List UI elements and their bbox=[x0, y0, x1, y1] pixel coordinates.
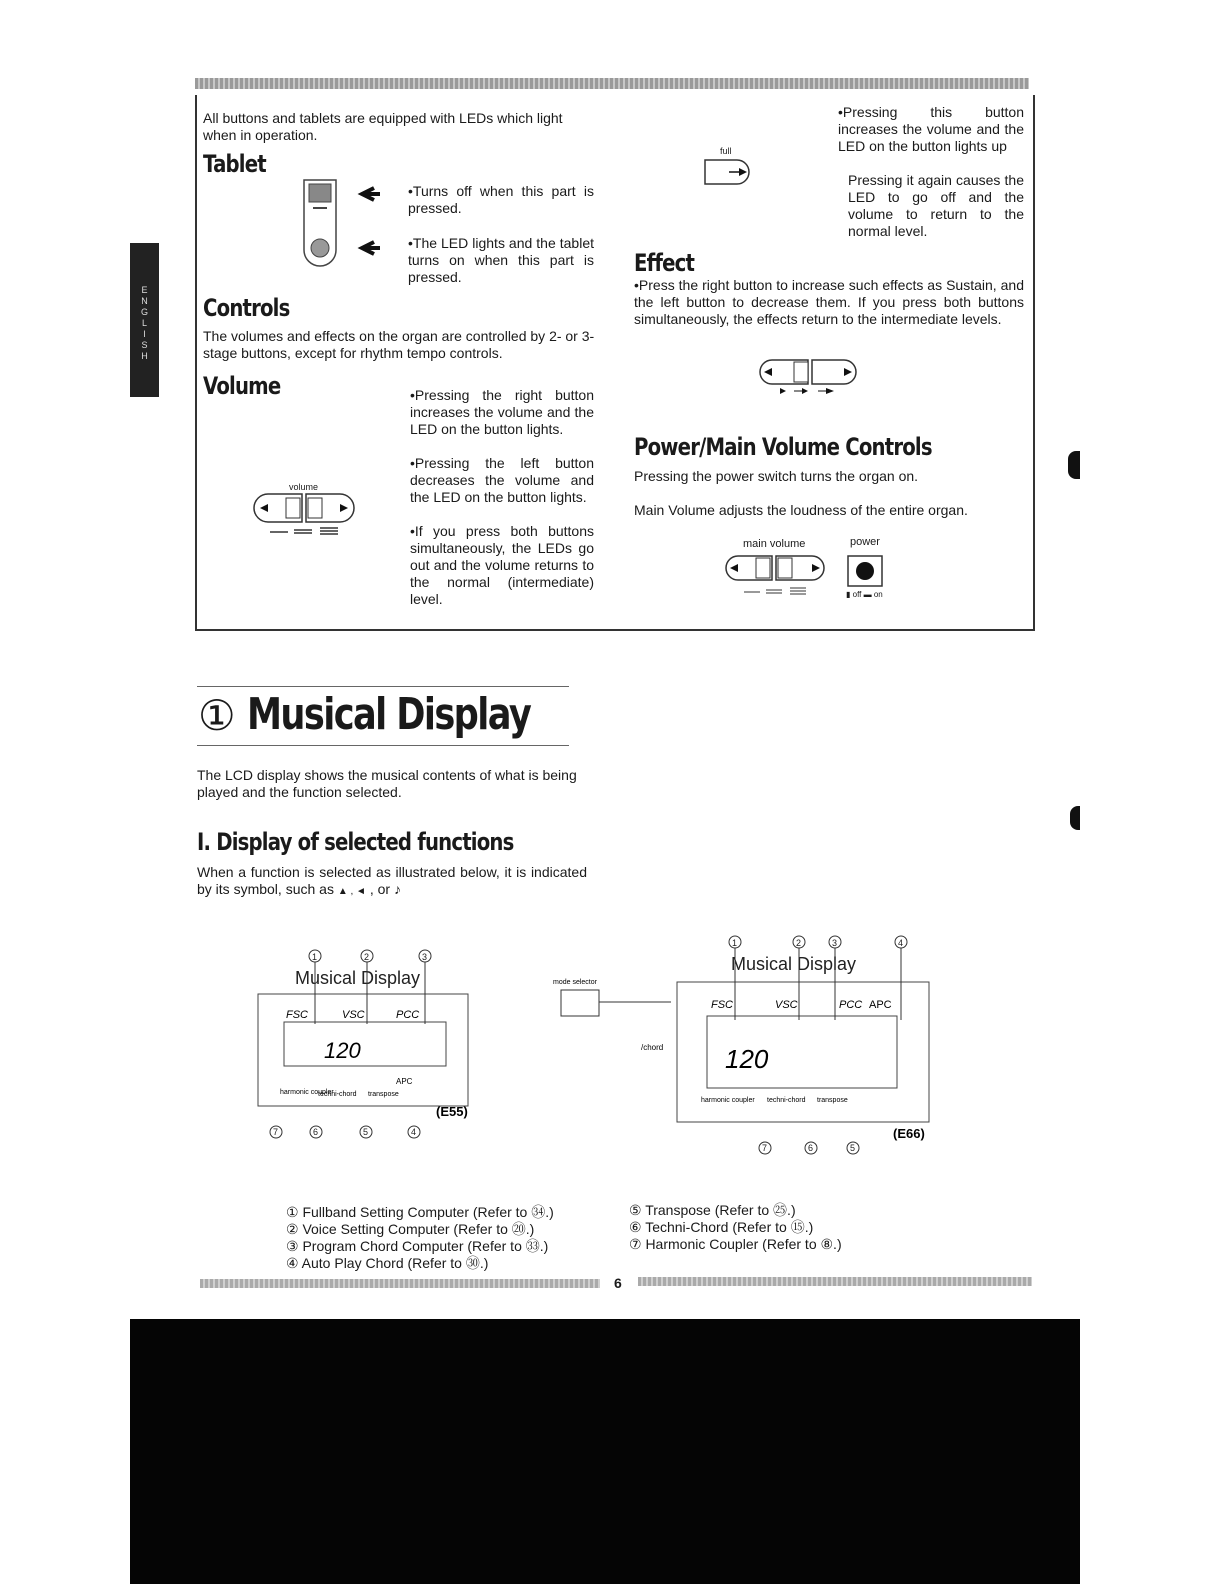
svg-text:3: 3 bbox=[422, 952, 428, 962]
e55-tempo: 120 bbox=[324, 1038, 361, 1063]
musical-display-title: Musical Display bbox=[247, 689, 531, 740]
e66-chord: /chord bbox=[641, 1043, 664, 1052]
e55-apc: APC bbox=[396, 1077, 413, 1086]
e66-fsc: FSC bbox=[711, 999, 733, 1011]
top-rule bbox=[195, 78, 1029, 89]
effect-button-illustration bbox=[758, 358, 862, 398]
e66-label: (E66) bbox=[893, 1126, 925, 1141]
e55-fsc: FSC bbox=[286, 1009, 308, 1021]
e66-apc: APC bbox=[869, 999, 892, 1011]
svg-text:6: 6 bbox=[808, 1143, 814, 1153]
full-label: full bbox=[720, 146, 732, 156]
legend-item: ⑤ Transpose (Refer to ㉕.) bbox=[629, 1202, 796, 1218]
legend-right bbox=[629, 1202, 949, 1253]
bottom-rule-left bbox=[200, 1279, 600, 1288]
e55-techni: techni-chord bbox=[318, 1091, 357, 1098]
page-number: 6 bbox=[614, 1275, 622, 1291]
musical-display-text: The LCD display shows the musical contents of what is being played and the function selected. bbox=[197, 767, 577, 800]
svg-text:5: 5 bbox=[850, 1143, 856, 1153]
title-rule-bottom bbox=[197, 745, 569, 746]
legend-item: ② Voice Setting Computer (Refer to ⑳.) bbox=[286, 1221, 535, 1237]
e66-techni: techni-chord bbox=[767, 1097, 806, 1104]
e66-vsc: VSC bbox=[775, 999, 798, 1011]
volume-bullet-both: •If you press both buttons simultaneously, the LEDs go out and the volume returns to the normal (intermediate) level. bbox=[410, 523, 594, 607]
section1-text: When a function is selected as illustrated below, it is indicated by its symbol, such as ▲ , ◄ , or ♪ bbox=[197, 864, 587, 897]
power-label: power bbox=[850, 536, 880, 548]
e66-harmonic: harmonic coupler bbox=[701, 1097, 755, 1104]
legend-item: ⑦ Harmonic Coupler (Refer to ⑧.) bbox=[629, 1236, 842, 1252]
title-rule-top bbox=[197, 686, 569, 687]
power-text-2: Main Volume adjusts the loudness of the entire organ. bbox=[634, 502, 968, 518]
intro-text: All buttons and tablets are equipped with LEDs which light when in operation. bbox=[203, 110, 563, 143]
full-button-illustration bbox=[703, 158, 755, 186]
volume-heading: Volume bbox=[203, 372, 281, 400]
power-heading: Power/Main Volume Controls bbox=[634, 433, 932, 461]
e55-harmonic: harmonic coupler bbox=[280, 1089, 334, 1096]
diagram-e66 bbox=[553, 932, 938, 1157]
scan-black-area bbox=[130, 1319, 1080, 1584]
volume-button-illustration bbox=[250, 492, 360, 538]
tablet-heading: Tablet bbox=[203, 150, 266, 178]
side-tab-letter: N bbox=[141, 296, 148, 306]
svg-text:5: 5 bbox=[363, 1127, 369, 1137]
side-tab-letter: I bbox=[143, 329, 146, 339]
tablet-bullet-off: •Turns off when this part is pressed. bbox=[408, 183, 594, 216]
e55-label: (E55) bbox=[436, 1104, 468, 1119]
svg-text:1: 1 bbox=[312, 952, 318, 962]
e55-pcc: PCC bbox=[396, 1009, 420, 1021]
e66-mode-selector: mode selector bbox=[553, 979, 597, 986]
svg-text:7: 7 bbox=[273, 1127, 279, 1137]
svg-text:2: 2 bbox=[364, 952, 370, 962]
e55-brand: Musical Display bbox=[295, 968, 421, 988]
side-tab-letter: H bbox=[141, 351, 148, 361]
legend-item: ① Fullband Setting Computer (Refer to ㉞.) bbox=[286, 1204, 554, 1220]
e66-tempo: 120 bbox=[725, 1044, 769, 1074]
effect-bullet: •Press the right button to increase such effects as Sustain, and the left button to decrease them. If you press both buttons simultaneously, the effects return to the intermediate levels. bbox=[634, 277, 1024, 327]
svg-text:4: 4 bbox=[898, 938, 904, 948]
full-bullet: •Pressing this button increases the volume and the LED on the button lights up bbox=[838, 104, 1024, 154]
side-tab-letter: G bbox=[140, 307, 148, 317]
bottom-rule-right bbox=[638, 1277, 1032, 1286]
controls-text: The volumes and effects on the organ are controlled by 2- or 3-stage buttons, except for rhythm tempo controls. bbox=[203, 328, 595, 361]
section-number: ① bbox=[198, 692, 236, 739]
volume-bullet-left: •Pressing the left button decreases the volume and the LED on the button lights. bbox=[410, 455, 594, 505]
side-tab-letter: E bbox=[141, 285, 148, 295]
legend-item: ④ Auto Play Chord (Refer to ㉚.) bbox=[286, 1255, 489, 1271]
side-tab-letter: S bbox=[141, 340, 148, 350]
volume-label: volume bbox=[289, 482, 319, 492]
e66-brand: Musical Display bbox=[731, 954, 857, 974]
volume-bullet-right: •Pressing the right button increases the volume and the LED on the button lights. bbox=[410, 387, 594, 437]
power-off-on: ▮ off ▬ on bbox=[846, 590, 883, 599]
main-volume-label: main volume bbox=[743, 538, 806, 550]
svg-text:1: 1 bbox=[732, 938, 738, 948]
legend-left bbox=[286, 1204, 606, 1272]
effect-heading: Effect bbox=[634, 249, 695, 277]
tablet-illustration bbox=[298, 178, 388, 270]
power-text-1: Pressing the power switch turns the organ on. bbox=[634, 468, 919, 484]
legend-item: ⑥ Techni-Chord (Refer to ⑮.) bbox=[629, 1219, 814, 1235]
e55-vsc: VSC bbox=[342, 1009, 365, 1021]
e66-pcc: PCC bbox=[839, 999, 863, 1011]
controls-heading: Controls bbox=[203, 294, 290, 322]
svg-text:7: 7 bbox=[762, 1143, 768, 1153]
edge-mark bbox=[1070, 806, 1080, 830]
full-text-2: Pressing it again causes the LED to go off and the volume to return to the normal level. bbox=[848, 172, 1024, 239]
diagram-e55 bbox=[250, 946, 480, 1146]
side-tab-letter: L bbox=[141, 318, 147, 328]
language-side-tab bbox=[130, 243, 159, 397]
svg-text:2: 2 bbox=[796, 938, 802, 948]
legend-item: ③ Program Chord Computer (Refer to ㉝.) bbox=[286, 1238, 549, 1254]
section1-heading: I. Display of selected functions bbox=[197, 828, 514, 856]
svg-text:6: 6 bbox=[313, 1127, 319, 1137]
tablet-bullet-on: •The LED lights and the tablet turns on when this part is pressed. bbox=[408, 235, 594, 285]
edge-mark bbox=[1068, 451, 1080, 479]
e55-transpose: transpose bbox=[368, 1091, 399, 1098]
svg-text:4: 4 bbox=[411, 1127, 417, 1137]
svg-text:3: 3 bbox=[832, 938, 838, 948]
e66-transpose: transpose bbox=[817, 1097, 848, 1104]
